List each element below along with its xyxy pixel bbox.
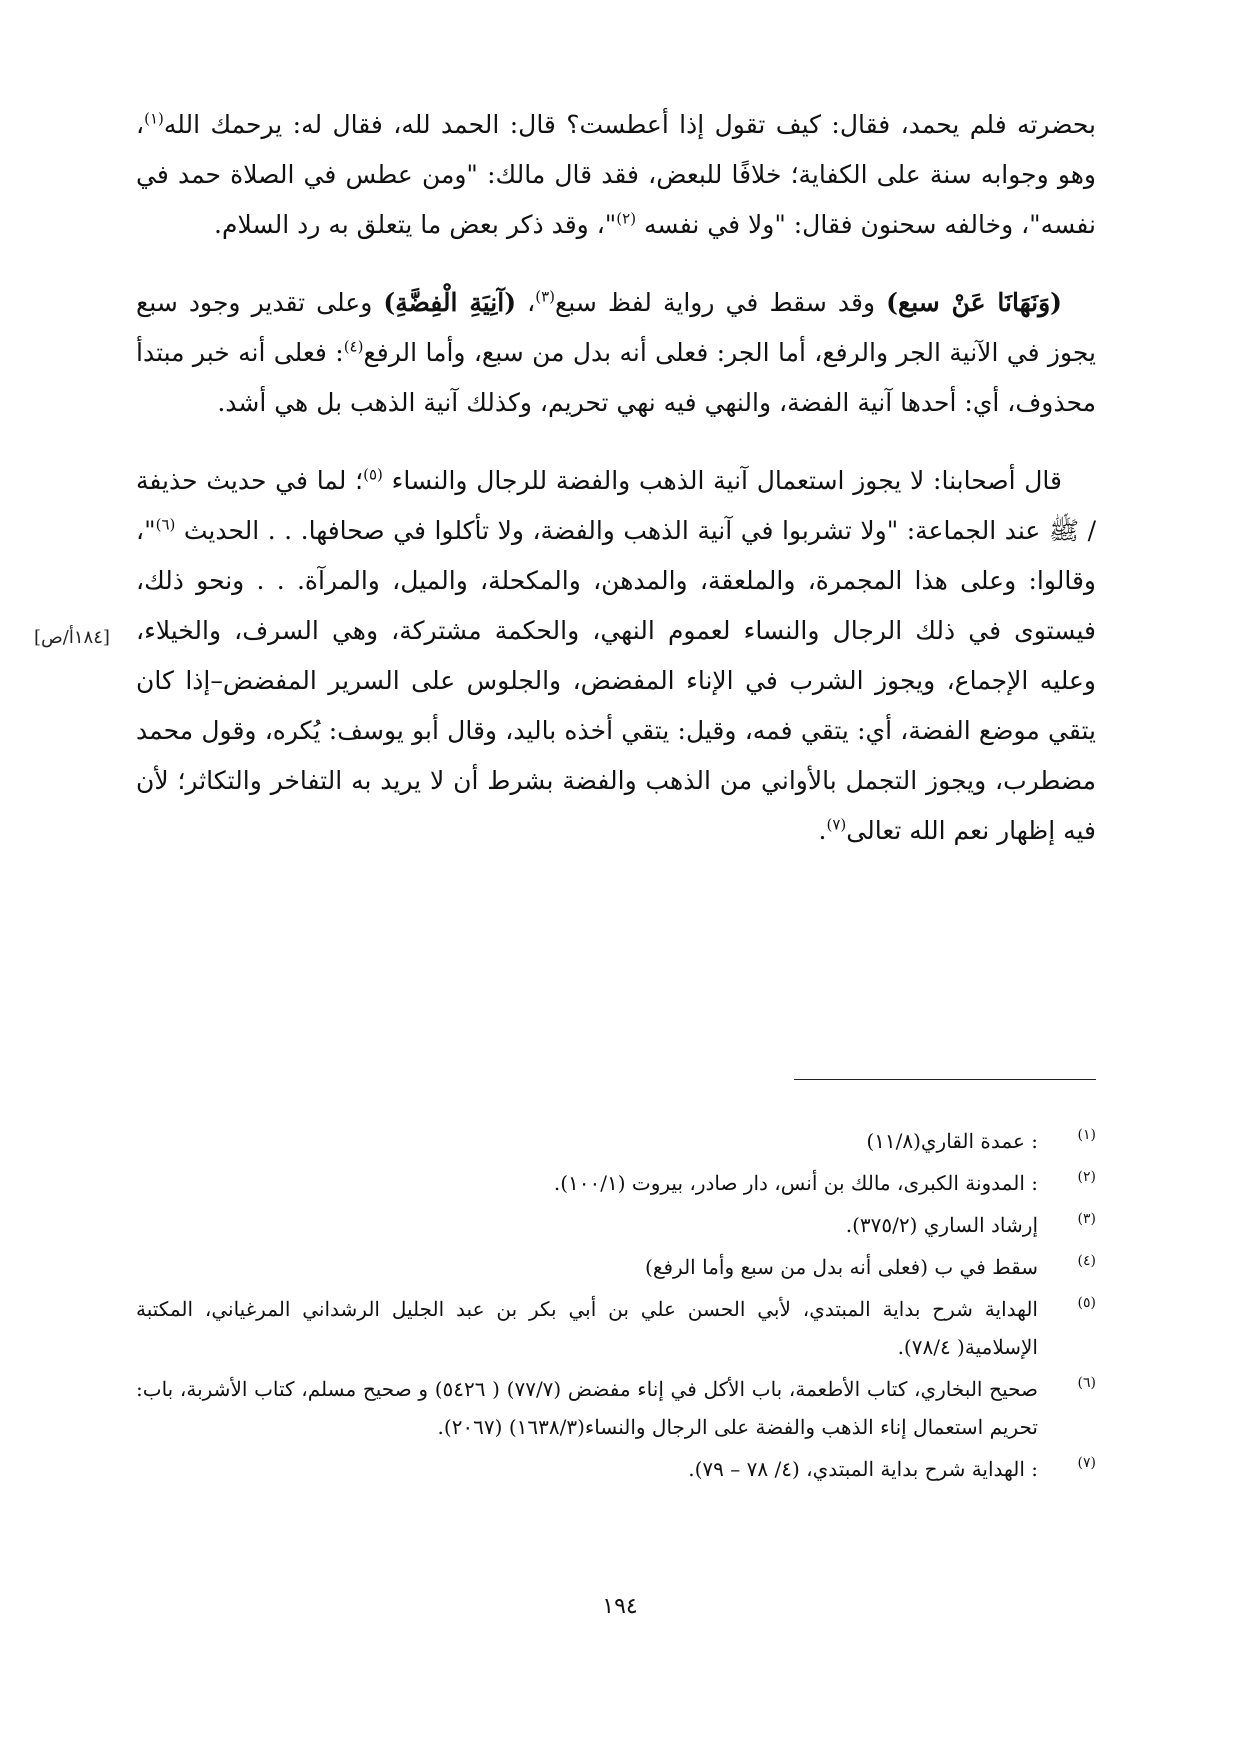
footnote-text: إرشاد الساري (٣٧٥/٢). — [845, 1213, 1038, 1237]
paragraph-text: ، — [516, 288, 536, 317]
footnote-ref-2: (٢) — [616, 209, 637, 228]
footnote-item — [136, 1164, 1096, 1202]
footnote-item — [136, 1290, 1096, 1366]
footnote-number: (٢) — [1077, 1169, 1096, 1185]
footnote-ref-6: (٦) — [155, 515, 176, 534]
footnotes — [136, 1122, 1096, 1492]
paragraph-text: . — [818, 816, 827, 845]
footnote-number: (٤) — [1077, 1253, 1096, 1269]
footnote-text: سقط في ب (فعلى أنه بدل من سبع وأما الرفع) — [645, 1255, 1038, 1279]
footnote-item — [136, 1450, 1096, 1488]
footnote-item — [136, 1248, 1096, 1286]
footnote-item — [136, 1206, 1096, 1244]
footnote-text: : عمدة القاري(١١/٨) — [866, 1129, 1038, 1153]
quoted-hadith-phrase: (آنِيَةِ الْفِضَّةِ) — [383, 288, 517, 317]
footnote-text: الهداية شرح بداية المبتدي، لأبي الحسن علي بن أبي بكر بن عبد الجليل الرشداني المرغياني، المكتبة الإسلامية( ٧٨/٤). — [136, 1297, 1038, 1359]
footnote-text: صحيح البخاري، كتاب الأطعمة، باب الأكل في إناء مفضض (٧٧/٧) ( ٥٤٢٦) و صحيح مسلم، كتاب الأشربة، باب: تحريم استعمال إناء الذهب والفضة على الرجال والنساء(١٦٣٨/٣) (٢٠٦٧). — [136, 1377, 1039, 1439]
footnote-number: (٣) — [1077, 1211, 1096, 1227]
footnote-number: (١) — [1077, 1127, 1096, 1143]
paragraph-silver-vessels — [136, 278, 1096, 428]
footnote-ref-1: (١) — [144, 109, 164, 128]
footnote-ref-7: (٧) — [826, 815, 847, 834]
footnote-separator — [794, 1079, 1096, 1080]
main-text — [136, 100, 1096, 856]
paragraph-sneezing — [136, 100, 1096, 250]
paragraph-text: بحضرته فلم يحمد، فقال: كيف تقول إذا أعطست؟ قال: الحمد لله، فقال له: يرحمك الله — [163, 110, 1096, 139]
paragraph-text: ؛ لما في حديث حذيفة / ﷺ عند الجماعة: "ولا تشربوا في آنية الذهب والفضة، ولا تأكلوا في صحافها. . . الحديث — [136, 466, 1096, 545]
footnote-ref-4: (٤) — [343, 337, 364, 356]
paragraph-text: "، وقد ذكر بعض ما يتعلق به رد السلام. — [214, 210, 617, 239]
footnote-item — [136, 1122, 1096, 1160]
paragraph-gold-silver-use — [136, 456, 1096, 856]
paragraph-text: ، وهو وجوابه سنة على الكفاية؛ خلافًا للبعض، فقد قال مالك: "ومن عطس في الصلاة حمد في نفسه"، وخالفه سحنون فقال: "ولا في نفسه — [136, 110, 1096, 239]
page-number: ١٩٤ — [602, 1594, 638, 1619]
footnote-number: (٥) — [1077, 1295, 1096, 1311]
paragraph-text: وقد سقط في رواية لفظ سبع — [555, 288, 887, 317]
footnote-item — [136, 1370, 1096, 1446]
paragraph-text: : فعلى أنه خبر مبتدأ محذوف، أي: أحدها آنية الفضة، والنهي فيه نهي تحريم، وكذلك آنية الذهب بل هي أشد. — [136, 338, 1096, 417]
footnote-text: : الهداية شرح بداية المبتدي، (٤/ ٧٨ – ٧٩). — [688, 1457, 1038, 1481]
footnote-number: (٧) — [1077, 1455, 1096, 1471]
paragraph-text: "، وقالوا: وعلى هذا المجمرة، والملعقة، والمدهن، والمكحلة، والميل، والمرآة. . . ونحو ذلك، فيستوى في ذلك الرجال والنساء لعموم النهي، والحكمة مشتركة، وهي السرف، والخيلاء، وعليه الإجماع، ويجوز الشرب في الإناء المفضض، والجلوس على السرير المفضض–إذا كان يتقي موضع الفضة، أي: يتقي فمه، وقيل: يتقي أخذه باليد، وقال أبو يوسف: يُكره، وقول محمد مضطرب، ويجوز التجمل بالأواني من الذهب والفضة بشرط أن لا يريد به التفاخر والتكاثر؛ لأن فيه إظهار نعم الله تعالى — [136, 516, 1096, 845]
footnote-number: (٦) — [1077, 1375, 1096, 1391]
paragraph-text: قال أصحابنا: لا يجوز استعمال آنية الذهب والفضة للرجال والنساء — [382, 466, 1062, 495]
footnote-text: : المدونة الكبرى، مالك بن أنس، دار صادر، بيروت (١٠٠/١). — [553, 1171, 1038, 1195]
quoted-hadith-phrase: (وَنَهَانَا عَنْ سبع) — [886, 288, 1062, 317]
footnote-ref-3: (٣) — [535, 287, 555, 306]
paragraph-text: وعلى تقدير وجود سبع يجوز في الآنية الجر والرفع، أما الجر: فعلى أنه بدل من سبع، وأما الرفع — [136, 288, 1097, 367]
footnote-ref-5: (٥) — [363, 465, 383, 484]
manuscript-folio-marker: [١٨٤أ/ص] — [34, 627, 110, 648]
